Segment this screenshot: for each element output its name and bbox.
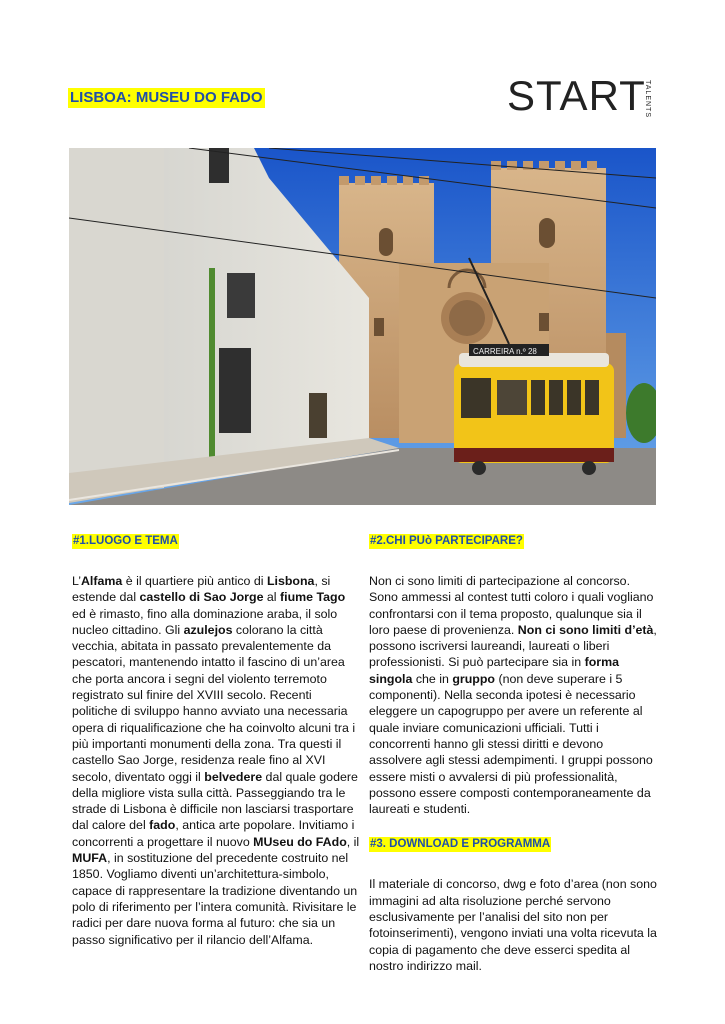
page-title: LISBOA: MUSEU DO FADO — [70, 89, 263, 106]
lisbon-cathedral-tram-photo — [69, 148, 656, 505]
start-talents-logo — [505, 70, 655, 118]
logo-letters: START — [507, 72, 646, 118]
right-column — [369, 532, 659, 974]
logo-subtitle: TALENTS — [644, 80, 651, 118]
left-column — [72, 532, 360, 948]
tram-route-sign: CARREIRA n.º 28 — [473, 347, 537, 356]
section-heading-download-programma: #3. DOWNLOAD E PROGRAMMA — [370, 838, 551, 851]
section-heading-chi-partecipare: #2.CHI PUò PARTECIPARE? — [370, 535, 523, 547]
section3-paragraph: Il materiale di concorso, dwg e foto d’area (non sono immagini ad alta risoluzione perché servono esclusivamente per l’analisi del sito non per fotoinserimenti), vengono inviati una volta ricevuta la copia di pagamento che deve esserci spedita al nostro indirizzo mail. — [369, 877, 657, 973]
section2-paragraph: Non ci sono limiti di partecipazione al concorso. Sono ammessi al contest tutti coloro i quali vogliano confrontarsi con il tema proposto, qualunque sia il loro paese di provenienza. Non ci sono limiti d’età, possono iscriversi laureandi, laureati o liberi professionisti. Si può partecipare sia in forma singola che in gruppo (non deve superare i 5 componenti). Nella seconda ipotesi è necessario eleggere un capogruppo per avere un referente al quale inviare comunicazioni ufficiali. Tutti i concorrenti hanno gli stessi diritti e devono assolvere agli stessi adempimenti. I gruppi possono essere misti o avvalersi di più professionalità, possono essere composti contemporaneamente da laureati e studenti. — [369, 574, 657, 817]
section1-paragraph: L’Alfama è il quartiere più antico di Lisbona, si estende dal castello di Sao Jorge al fiume Tago ed è rimasto, fino alla dominazione araba, il solo nucleo cittadino. Gli azulejos colorano la città vecchia, abitata in passato prevalentemente da pescatori, mantenendo intatto il fascino di un’area che porta ancora i segni del violento terremoto registrato sul finire del XVIII secolo. Recenti politiche di sviluppo hanno avviato una necessaria opera di riqualificazione che ha coinvolto alcuni tra i più importanti monumenti della zona. Tra questi il castello Sao Jorge, residenza reale fino al XVI secolo, diventato oggi il belvedere dal quale godere della migliore vista sulla città. Passeggiando tra le strade di Lisbona è difficile non lasciarsi trasportare dal calore del fado, antica arte popolare. Invitiamo i concorrenti a progettare il nuovo MUseu do FAdo, il MUFA, in sostituzione del precedente costruito nel 1850. Vogliamo diventi un’architettura-simbolo, capace di rappresentare la tradizione diventando un polo di riferimento per l’intera comunità. Rivisitare le radici per dare nuova forma al futuro: che sia un passo significativo per il rilancio dell’Alfama. — [72, 574, 360, 947]
section-heading-luogo-tema: #1.LUOGO E TEMA — [73, 535, 178, 547]
logo-graphic — [505, 70, 655, 118]
